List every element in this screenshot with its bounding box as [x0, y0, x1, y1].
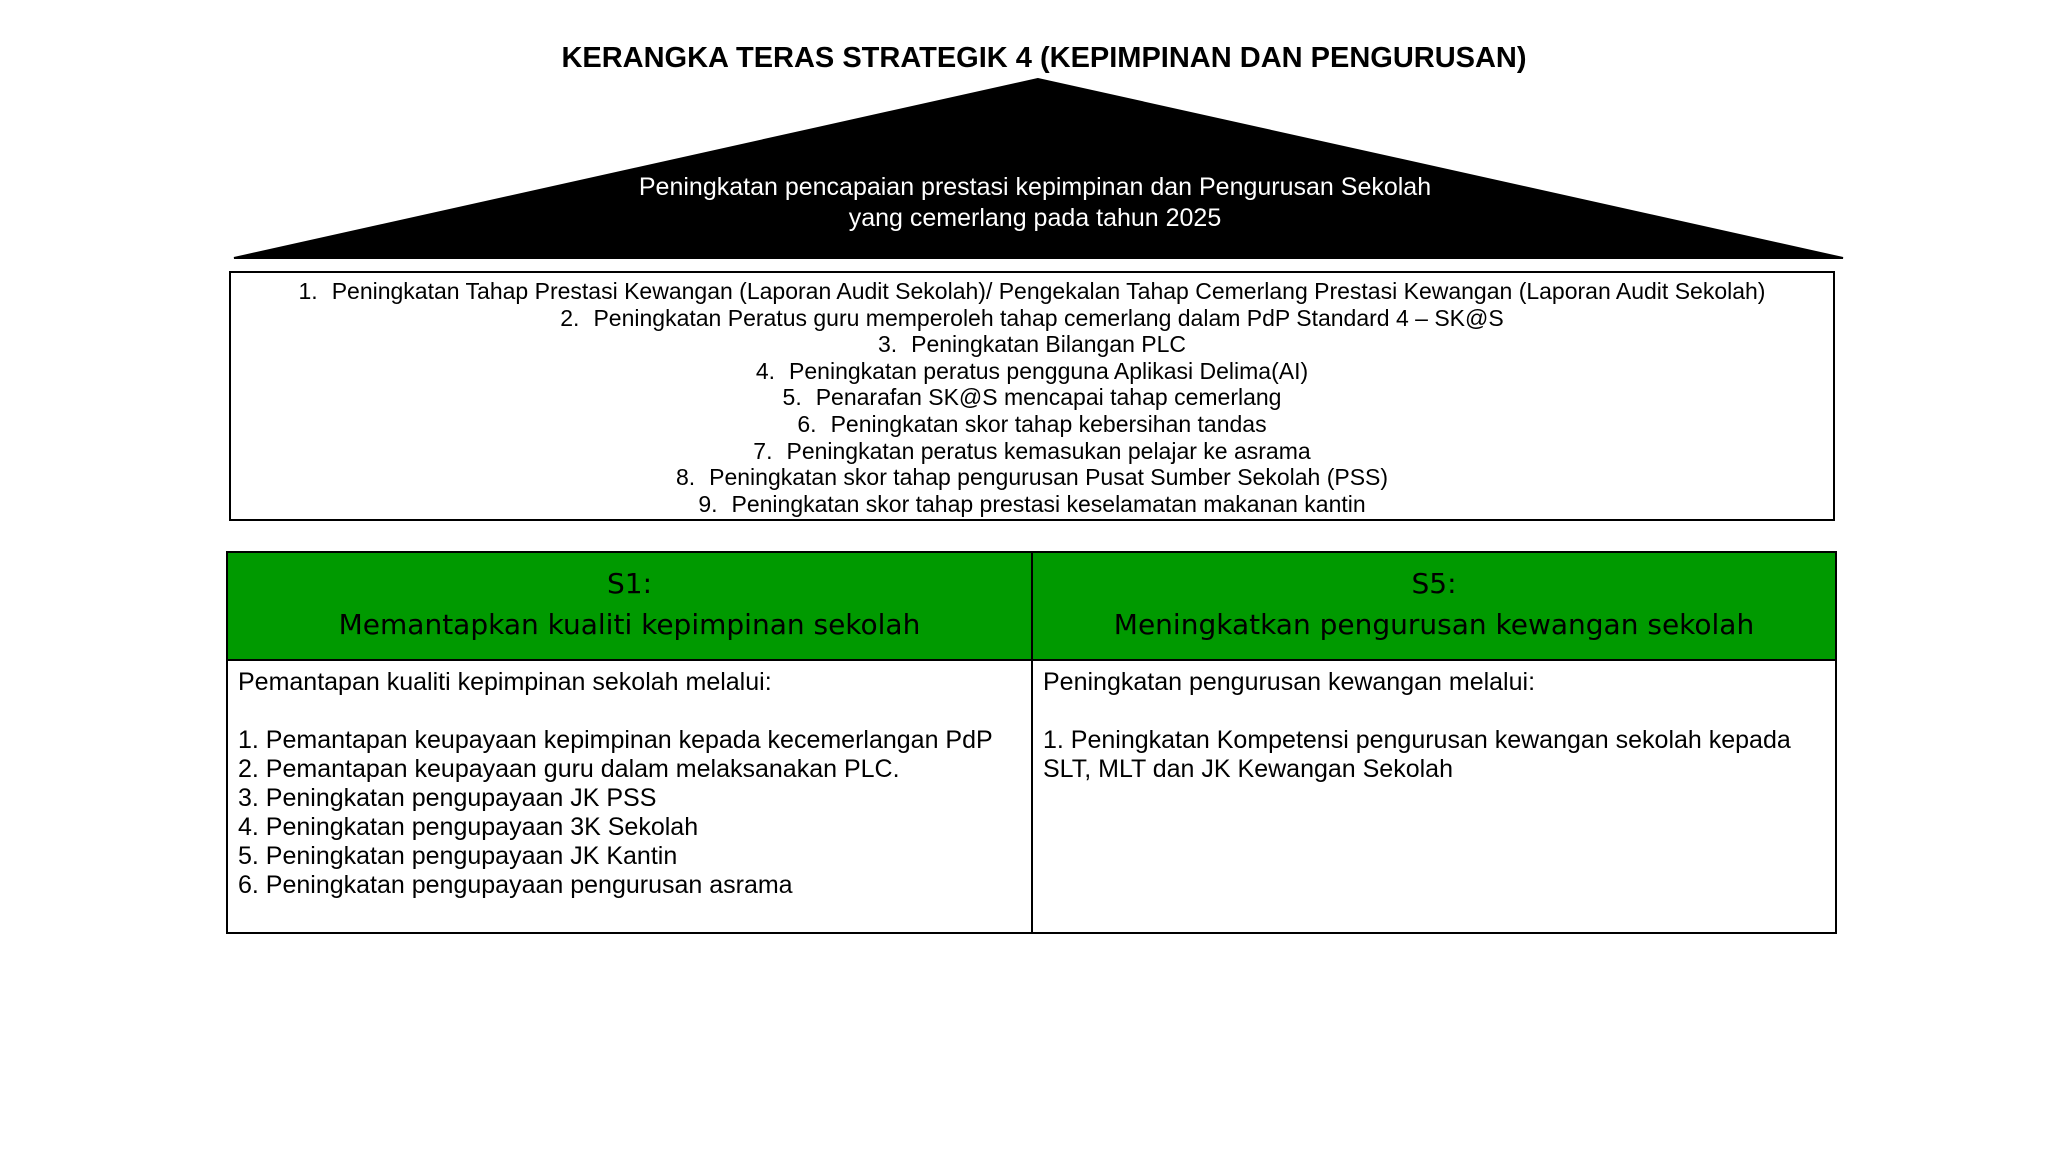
goal-text: Peningkatan skor tahap kebersihan tandas [830, 410, 1267, 437]
vision-line-1: Peningkatan pencapaian prestasi kepimpinan dan Pengurusan Sekolah [638, 173, 1432, 201]
goal-text: Peningkatan Peratus guru memperoleh tahap cemerlang dalam PdP Standard 4 – SK@S [593, 304, 1504, 331]
strategy-pillars-table [226, 551, 1837, 934]
page-title: KERANGKA TERAS STRATEGIK 4 (KEPIMPINAN DAN PENGURUSAN) [561, 42, 1527, 74]
list-item: 2. Pemantapan keupayaan guru dalam melaksanakan PLC. [238, 755, 900, 783]
pillar-s5-code: S5: [1411, 567, 1457, 600]
goal-item [231, 464, 1833, 491]
goal-number: 7. [753, 437, 773, 464]
pillar-s1-intro: Pemantapan kualiti kepimpinan sekolah melalui: [238, 668, 772, 696]
list-item: 5. Peningkatan pengupayaan JK Kantin [238, 842, 678, 870]
goal-text: Peningkatan peratus pengguna Aplikasi Delima(AI) [789, 357, 1309, 384]
goals-box [229, 271, 1835, 521]
goal-text: Peningkatan Tahap Prestasi Kewangan (Laporan Audit Sekolah)/ Pengekalan Tahap Cemerlang Prestasi Kewangan (Laporan Audit Sekolah) [331, 278, 1766, 304]
list-item: 1. Peningkatan Kompetensi pengurusan kewangan sekolah kepada SLT, MLT dan JK Kewangan Sekolah [1043, 726, 1791, 783]
goal-item [231, 331, 1833, 358]
pillar-s5-intro: Peningkatan pengurusan kewangan melalui: [1043, 668, 1536, 696]
goal-number: 8. [675, 464, 696, 491]
pillar-s1-list [238, 726, 1023, 900]
pillar-s5-body [1033, 661, 1835, 932]
goal-item [231, 438, 1833, 465]
goal-text: Peningkatan peratus kemasukan pelajar ke asrama [786, 437, 1311, 464]
goal-text: Peningkatan Bilangan PLC [911, 331, 1187, 358]
list-item: 3. Peningkatan pengupayaan JK PSS [238, 784, 657, 812]
goal-number: 3. [877, 331, 898, 358]
pillar-s1-code: S1: [606, 567, 653, 600]
goal-item [231, 358, 1833, 385]
pillar-s1-body [228, 661, 1033, 932]
pillar-s1-header [228, 553, 1033, 661]
goal-item [231, 411, 1833, 438]
goal-item [231, 305, 1833, 332]
list-item: 1. Pemantapan keupayaan kepimpinan kepada kecemerlangan PdP [238, 726, 993, 754]
goal-text: Peningkatan skor tahap prestasi keselamatan makanan kantin [731, 490, 1366, 517]
goal-number: 6. [797, 410, 817, 437]
goal-number: 9. [698, 490, 718, 517]
goals-list [231, 278, 1833, 517]
goal-number: 1. [298, 278, 318, 304]
goal-item [231, 384, 1833, 411]
goal-text: Penarafan SK@S mencapai tahap cemerlang [815, 384, 1282, 411]
vision-line-2: yang cemerlang pada tahun 2025 [848, 204, 1222, 232]
list-item: 6. Peningkatan pengupayaan pengurusan asrama [238, 871, 793, 899]
goal-number: 4. [755, 357, 776, 384]
pillar-s5-title: Meningkatkan pengurusan kewangan sekolah [1113, 608, 1755, 641]
pillar-s5-list [1043, 726, 1827, 784]
goal-text: Peningkatan skor tahap pengurusan Pusat Sumber Sekolah (PSS) [709, 464, 1389, 491]
goal-number: 5. [782, 384, 802, 411]
goal-item [231, 491, 1833, 518]
pillar-s1-title: Memantapkan kualiti kepimpinan sekolah [338, 608, 921, 641]
goal-item [231, 278, 1833, 305]
vision-statement [470, 172, 1600, 234]
pillar-s5-header [1033, 553, 1835, 661]
list-item: 4. Peningkatan pengupayaan 3K Sekolah [238, 813, 699, 841]
goal-number: 2. [560, 304, 580, 331]
